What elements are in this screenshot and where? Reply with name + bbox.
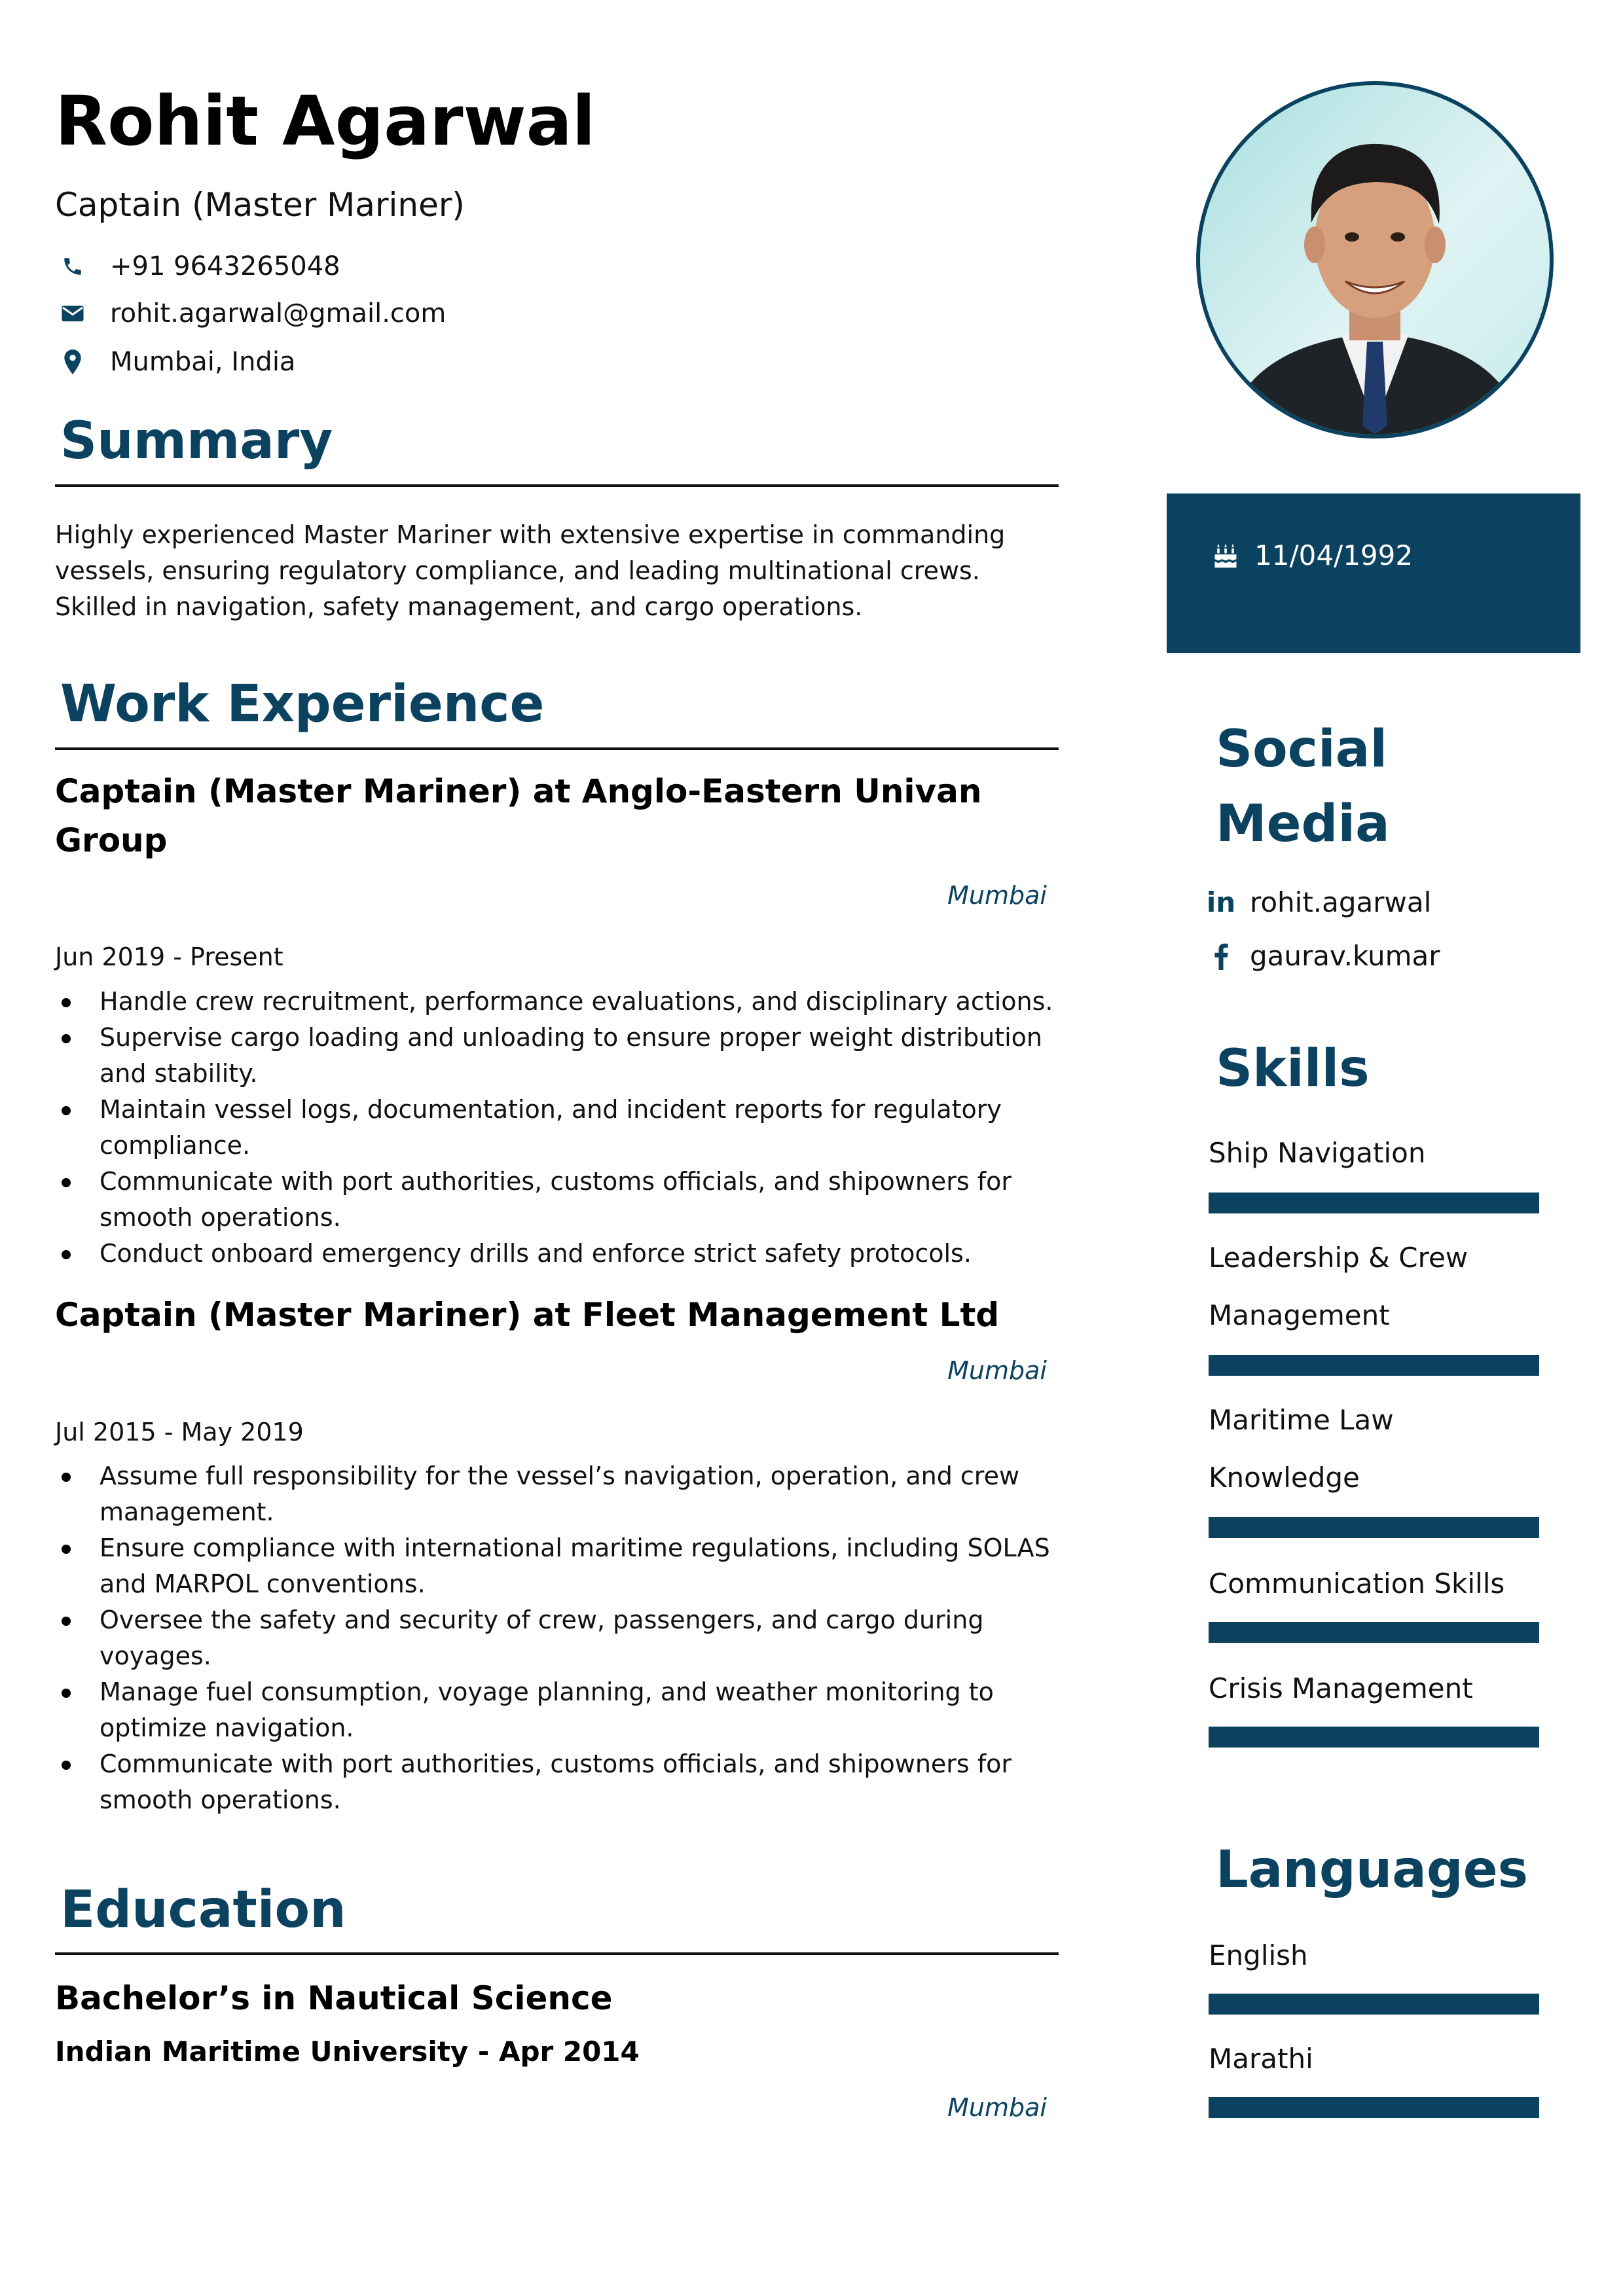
job-title: Captain (Master Mariner) xyxy=(55,186,465,224)
job-1-location: Mumbai xyxy=(947,881,1047,910)
email-text: rohit.agarwal@gmail.com xyxy=(110,298,447,329)
contact-phone xyxy=(56,250,340,283)
list-item: Communicate with port authorities, customs officials, and shipowners for smooth operations. xyxy=(55,1746,1063,1818)
list-item: Supervise cargo loading and unloading to ensure proper weight distribution and stability. xyxy=(55,1020,1063,1092)
job-1-dates: Jun 2019 - Present xyxy=(55,942,283,971)
skill-item: Leadership & Crew Management xyxy=(1209,1242,1468,1331)
social-media-heading-line-1: Social xyxy=(1216,720,1388,779)
location-text: Mumbai, India xyxy=(110,347,296,377)
map-pin-icon xyxy=(56,346,89,378)
skill-item: Communication Skills xyxy=(1209,1568,1505,1600)
education-school: Indian Maritime University - Apr 2014 xyxy=(55,2036,640,2068)
birthdate-panel xyxy=(1167,493,1580,653)
list-item: Ensure compliance with international maritime regulations, including SOLAS and MARPOL conventions. xyxy=(55,1530,1063,1602)
skills-heading: Skills xyxy=(1216,1039,1370,1098)
skill-item: Crisis Management xyxy=(1209,1672,1473,1704)
language-level-bar xyxy=(1209,2097,1539,2118)
section-divider xyxy=(55,747,1059,750)
skill-item: Maritime Law Knowledge xyxy=(1209,1404,1394,1494)
education-degree: Bachelor’s in Nautical Science xyxy=(55,1979,613,2017)
contact-email xyxy=(56,297,446,330)
social-link-facebook[interactable] xyxy=(1208,940,1440,972)
birthdate-text: 11/04/1992 xyxy=(1254,539,1413,571)
job-1-title: Captain (Master Mariner) at Anglo-Eastern Univan Group xyxy=(55,772,982,859)
list-item: Conduct onboard emergency drills and enforce strict safety protocols. xyxy=(55,1236,1063,1272)
linkedin-icon: in xyxy=(1206,886,1236,918)
skill-level-bar xyxy=(1209,1193,1539,1213)
summary-heading: Summary xyxy=(60,412,333,471)
list-item: Maintain vessel logs, documentation, and incident reports for regulatory compliance. xyxy=(55,1092,1063,1164)
education-heading: Education xyxy=(60,1880,346,1939)
skill-level-bar xyxy=(1209,1517,1539,1538)
list-item: Oversee the safety and security of crew, passengers, and cargo during voyages. xyxy=(55,1602,1063,1674)
skill-level-bar xyxy=(1209,1355,1539,1376)
phone-text: +91 9643265048 xyxy=(110,251,340,281)
language-item: Marathi xyxy=(1209,2043,1313,2075)
facebook-icon xyxy=(1208,942,1234,970)
contact-location xyxy=(56,346,295,378)
list-item: Handle crew recruitment, performance evaluations, and disciplinary actions. xyxy=(55,984,1063,1020)
skill-level-bar xyxy=(1209,1727,1539,1748)
birthday-cake-icon xyxy=(1211,541,1240,570)
education-location: Mumbai xyxy=(947,2093,1047,2122)
work-experience-heading: Work Experience xyxy=(60,675,545,734)
social-link-linkedin[interactable] xyxy=(1208,886,1431,918)
phone-icon xyxy=(56,250,89,283)
skill-level-bar xyxy=(1209,1622,1539,1643)
summary-text: Highly experienced Master Mariner with extensive expertise in commanding vessels, ensuring regulatory compliance, and leading multinational crews. Skilled in navigation, safety management, and cargo operations. xyxy=(55,520,1006,621)
list-item: Manage fuel consumption, voyage planning, and weather monitoring to optimize navigation. xyxy=(55,1674,1063,1746)
list-item: Assume full responsibility for the vessel’s navigation, operation, and crew management. xyxy=(55,1458,1063,1530)
social-facebook-text: gaurav.kumar xyxy=(1250,940,1440,972)
job-2-location: Mumbai xyxy=(947,1356,1047,1385)
job-2-title: Captain (Master Mariner) at Fleet Management Ltd xyxy=(55,1296,1000,1334)
candidate-name: Rohit Agarwal xyxy=(55,81,596,161)
envelope-icon xyxy=(56,297,89,330)
social-media-heading xyxy=(1216,712,1390,861)
language-level-bar xyxy=(1209,1994,1539,2015)
profile-photo xyxy=(1196,81,1554,439)
list-item: Communicate with port authorities, customs officials, and shipowners for smooth operations. xyxy=(55,1164,1063,1236)
language-item: English xyxy=(1209,1939,1308,1971)
section-divider xyxy=(55,1952,1059,1955)
job-2-dates: Jul 2015 - May 2019 xyxy=(55,1418,304,1446)
social-media-heading-line-2: Media xyxy=(1216,795,1390,853)
social-linkedin-text: rohit.agarwal xyxy=(1250,886,1432,918)
job-2-bullets xyxy=(55,1458,1063,1818)
birthdate xyxy=(1211,539,1413,571)
languages-heading: Languages xyxy=(1216,1840,1529,1899)
skill-item: Ship Navigation xyxy=(1209,1137,1426,1169)
job-1-bullets xyxy=(55,984,1063,1272)
section-divider xyxy=(55,484,1059,487)
